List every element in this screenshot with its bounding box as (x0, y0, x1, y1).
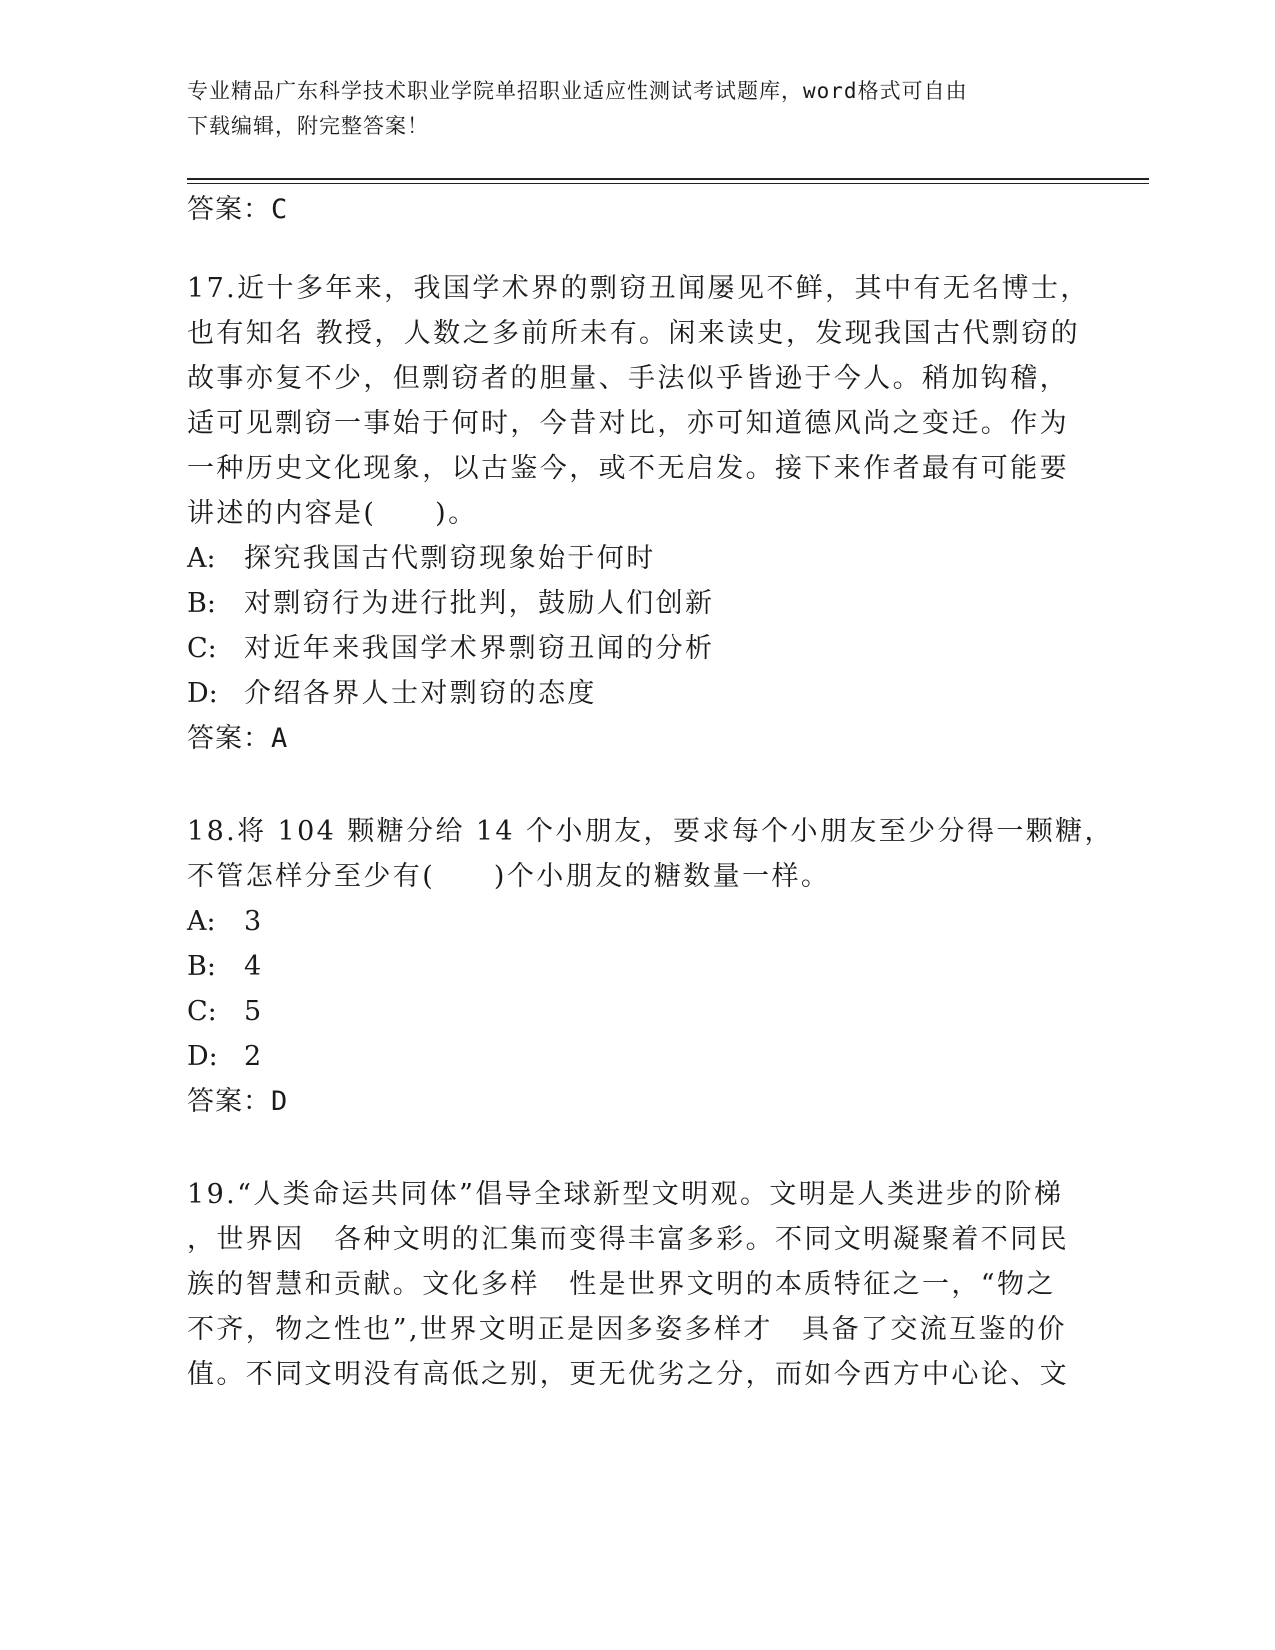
question-line: 也有知名 教授，人数之多前所未有。闲来读史，发现我国古代剽窃的 (187, 318, 1080, 349)
header-line-1: 专业精品广东科学技术职业学院单招职业适应性测试考试题库，word格式可自由 (187, 79, 968, 103)
question-line: 讲述的内容是( )。 (187, 498, 478, 529)
option-d: D: 介绍各界人士对剽窃的态度 (187, 678, 597, 709)
option-b: B: 4 (187, 951, 264, 982)
question-line: 不管怎样分至少有( )个小朋友的糖数量一样。 (187, 861, 831, 892)
option-a: A: 3 (187, 906, 264, 937)
q16-block (187, 187, 1087, 232)
q17-answer (187, 716, 1087, 761)
question-line: 19.“人类命运共同体”倡导全球新型文明观。文明是人类进步的阶梯 (187, 1179, 1064, 1210)
answer-label: 答案： (187, 723, 271, 754)
header-rule-thick (187, 178, 1149, 180)
q17-block (187, 266, 1090, 761)
option-a: A: 探究我国古代剽窃现象始于何时 (187, 543, 656, 574)
question-line: 族的智慧和贡献。文化多样 性是世界文明的本质特征之一，“物之 (187, 1269, 1056, 1300)
answer-label: 答案： (187, 194, 271, 225)
option-d: D: 2 (187, 1041, 264, 1072)
question-line: 17.近十多年来，我国学术界的剽窃丑闻屡见不鲜，其中有无名博士， (187, 273, 1090, 304)
question-line: 故事亦复不少，但剽窃者的胆量、手法似乎皆逊于今人。稍加钩稽， (187, 363, 1069, 394)
question-line: 18.将 104 颗糖分给 14 个小朋友，要求每个小朋友至少分得一颗糖， (187, 816, 1114, 847)
answer-label: 答案： (187, 1086, 271, 1117)
q18-answer (187, 1079, 1087, 1124)
question-line: 不齐，物之性也”,世界文明正是因多姿多样才 具备了交流互鉴的价 (187, 1314, 1067, 1345)
answer-value: D (271, 1086, 289, 1117)
question-line: 一种历史文化现象，以古鉴今，或不无启发。接下来作者最有可能要 (187, 453, 1069, 484)
question-line: 适可见剽窃一事始于何时，今昔对比，亦可知道德风尚之变迁。作为 (187, 408, 1069, 439)
option-c: C: 对近年来我国学术界剽窃丑闻的分析 (187, 633, 715, 664)
question-line: 值。不同文明没有高低之别，更无优劣之分，而如今西方中心论、文 (187, 1359, 1069, 1390)
question-line: ，世界因 各种文明的汇集而变得丰富多彩。不同文明凝聚着不同民 (187, 1224, 1069, 1255)
q19-block (187, 1172, 1087, 1397)
answer-value: A (271, 723, 289, 754)
answer-value: C (271, 194, 289, 225)
header-line-2: 下载编辑，附完整答案！ (187, 114, 429, 138)
q16-answer (187, 187, 1087, 232)
option-b: B: 对剽窃行为进行批判，鼓励人们创新 (187, 588, 715, 619)
option-c: C: 5 (187, 996, 264, 1027)
page-header (187, 74, 1067, 144)
header-rule-thin (187, 183, 1149, 184)
q18-block (187, 809, 1114, 1124)
